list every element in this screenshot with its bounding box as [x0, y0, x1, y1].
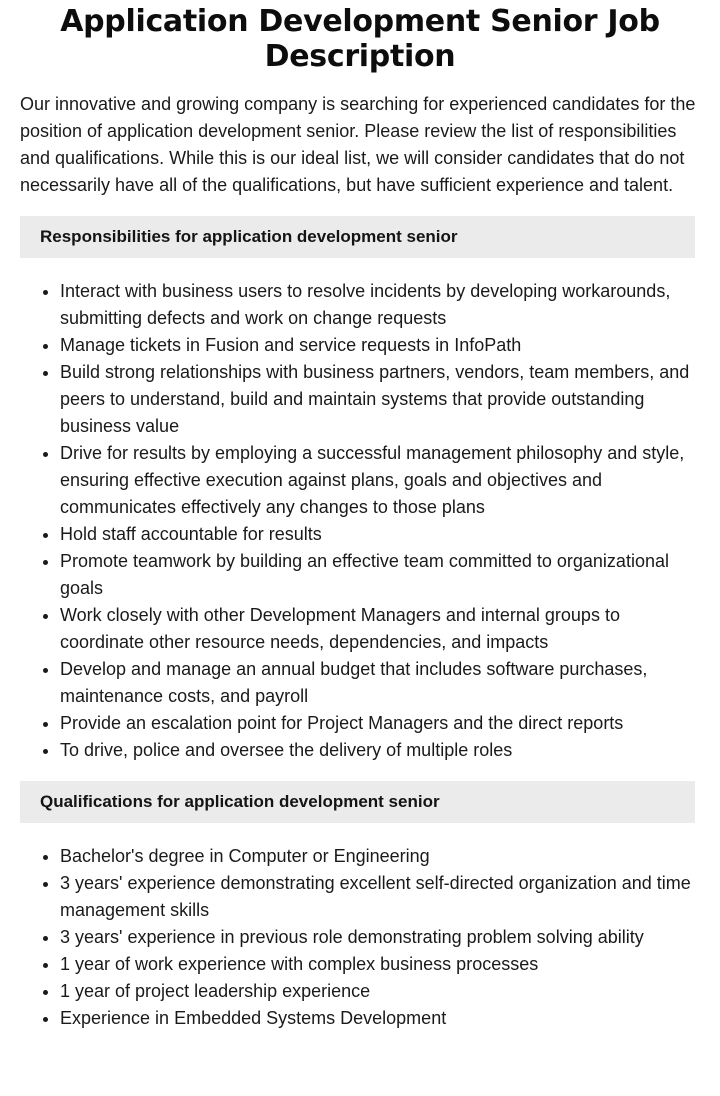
list-item: Hold staff accountable for results [60, 521, 700, 548]
list-item: 3 years' experience demonstrating excellent self-directed organization and time management skills [60, 870, 700, 924]
list-item: Manage tickets in Fusion and service requests in InfoPath [60, 332, 700, 359]
list-item: Work closely with other Development Managers and internal groups to coordinate other resource needs, dependencies, and impacts [60, 602, 700, 656]
list-item: To drive, police and oversee the delivery of multiple roles [60, 737, 700, 764]
qualifications-heading: Qualifications for application development senior [40, 792, 440, 811]
list-item: Drive for results by employing a successful management philosophy and style, ensuring effective execution against plans, goals and objectives and communicates effectively any changes to those plans [60, 440, 700, 521]
list-item: 1 year of work experience with complex business processes [60, 951, 700, 978]
list-item: Experience in Embedded Systems Development [60, 1005, 700, 1032]
list-item: Develop and manage an annual budget that includes software purchases, maintenance costs, and payroll [60, 656, 700, 710]
responsibilities-heading: Responsibilities for application development senior [40, 227, 458, 246]
list-item: 3 years' experience in previous role demonstrating problem solving ability [60, 924, 700, 951]
list-item: Bachelor's degree in Computer or Engineering [60, 843, 700, 870]
qualifications-list [20, 843, 700, 1032]
qualifications-section-header [20, 781, 695, 823]
job-description-page [0, 4, 720, 1032]
page-title: Application Development Senior Job Description [60, 4, 660, 74]
list-item: Interact with business users to resolve incidents by developing workarounds, submitting defects and work on change requests [60, 278, 700, 332]
list-item: Provide an escalation point for Project Managers and the direct reports [60, 710, 700, 737]
responsibilities-section-header [20, 216, 695, 258]
list-item: Promote teamwork by building an effective team committed to organizational goals [60, 548, 700, 602]
list-item: Build strong relationships with business partners, vendors, team members, and peers to understand, build and maintain systems that provide outstanding business value [60, 359, 700, 440]
list-item: 1 year of project leadership experience [60, 978, 700, 1005]
intro-paragraph: Our innovative and growing company is searching for experienced candidates for the position of application development senior. Please review the list of responsibilities and qualifications. While this is our ideal list, we will consider candidates that do not necessarily have all of the qualifications, but have sufficient experience and talent. [20, 94, 696, 195]
responsibilities-list [20, 278, 700, 764]
